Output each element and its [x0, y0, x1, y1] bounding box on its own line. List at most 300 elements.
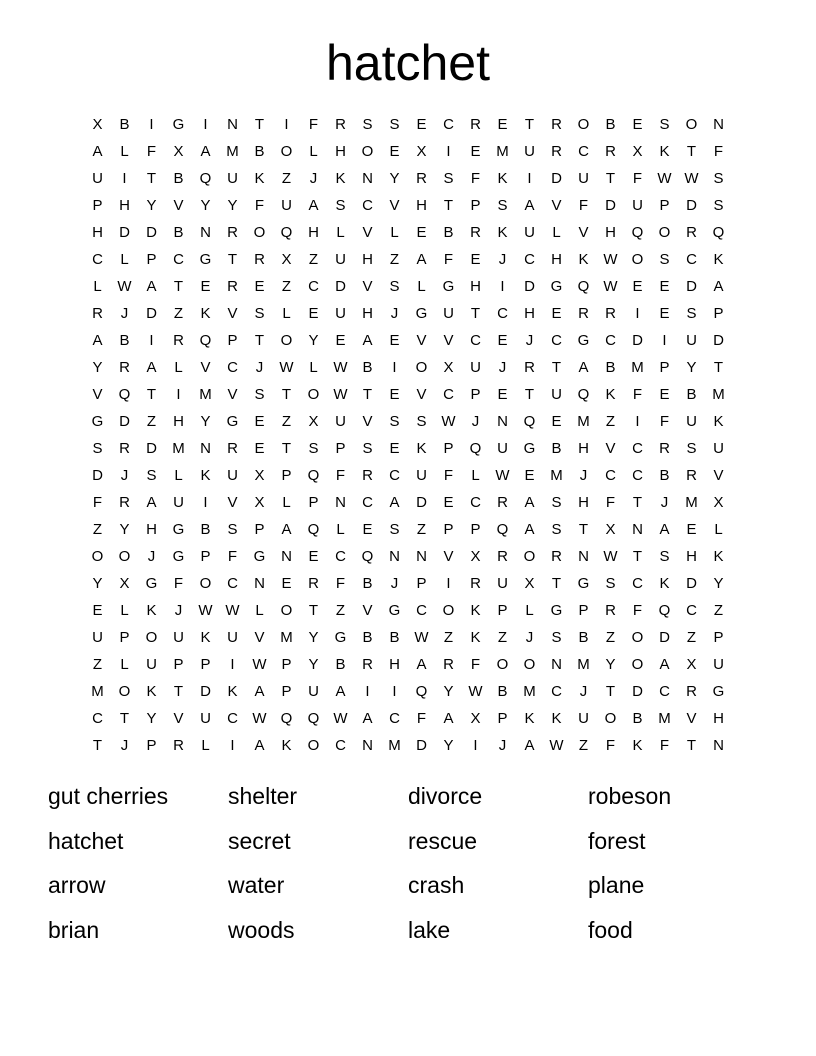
grid-letter: D [146, 224, 157, 241]
grid-letter: G [172, 116, 185, 133]
word-list-item: secret [228, 827, 291, 854]
grid-letter: J [660, 494, 669, 511]
grid-letter: H [362, 305, 373, 322]
grid-letter: P [470, 197, 481, 214]
grid-letter: F [470, 170, 481, 187]
grid-letter: J [498, 737, 507, 754]
grid-letter: H [146, 521, 157, 538]
grid-letter: F [443, 251, 454, 268]
grid-letter: R [497, 494, 508, 511]
grid-letter: U [227, 467, 238, 484]
grid-letter: V [173, 197, 184, 214]
grid-letter: U [578, 170, 589, 187]
grid-letter: W [603, 278, 618, 295]
grid-letter: J [120, 305, 129, 322]
grid-letter: C [389, 710, 400, 727]
grid-letter: K [254, 170, 265, 187]
grid-letter: D [605, 197, 616, 214]
grid-letter: L [282, 305, 291, 322]
grid-letter: O [523, 548, 536, 565]
grid-letter: A [362, 332, 373, 349]
grid-letter: W [468, 683, 483, 700]
grid-letter: T [119, 710, 130, 727]
grid-letter: R [173, 332, 184, 349]
grid-letter: O [658, 224, 671, 241]
grid-letter: G [415, 305, 428, 322]
grid-letter: I [230, 737, 235, 754]
grid-letter: W [117, 278, 132, 295]
grid-letter: Y [146, 197, 157, 214]
grid-letter: S [362, 440, 373, 457]
grid-letter: T [254, 332, 265, 349]
grid-letter: H [335, 143, 346, 160]
grid-letter: A [524, 197, 535, 214]
grid-letter: I [176, 386, 181, 403]
grid-letter: L [471, 467, 480, 484]
grid-letter: K [713, 251, 724, 268]
grid-letter: E [659, 278, 670, 295]
grid-letter: N [200, 224, 211, 241]
grid-letter: P [308, 494, 319, 511]
grid-letter: A [254, 683, 265, 700]
grid-letter: T [686, 143, 697, 160]
grid-letter: J [390, 305, 399, 322]
grid-letter: W [657, 170, 672, 187]
grid-letter: K [227, 683, 238, 700]
grid-letter: H [389, 656, 400, 673]
grid-letter: P [335, 440, 346, 457]
grid-letter: A [281, 521, 292, 538]
grid-letter: U [335, 413, 346, 430]
grid-letter: S [713, 170, 724, 187]
grid-letter: K [335, 170, 346, 187]
grid-letter: A [335, 683, 346, 700]
grid-letter: H [92, 224, 103, 241]
grid-letter: T [281, 440, 292, 457]
grid-letter: G [199, 251, 212, 268]
grid-letter: E [389, 143, 400, 160]
grid-letter: Y [686, 359, 697, 376]
grid-letter: T [524, 116, 535, 133]
grid-letter: U [416, 467, 427, 484]
grid-letter: E [686, 521, 697, 538]
grid-letter: J [525, 332, 534, 349]
grid-letter: G [577, 332, 590, 349]
grid-letter: G [577, 575, 590, 592]
word-list-item: water [228, 872, 285, 898]
grid-letter: R [335, 116, 346, 133]
grid-letter: S [254, 305, 265, 322]
grid-letter: J [309, 170, 318, 187]
grid-letter: C [335, 737, 346, 754]
grid-letter: R [119, 359, 130, 376]
grid-letter: E [470, 143, 481, 160]
grid-letter: Q [415, 683, 428, 700]
grid-letter: R [605, 305, 616, 322]
grid-letter: K [578, 251, 589, 268]
grid-row [84, 219, 732, 246]
grid-letter: C [605, 332, 616, 349]
grid-letter: O [631, 629, 644, 646]
grid-letter: R [119, 494, 130, 511]
grid-row [84, 678, 732, 705]
grid-letter: P [659, 359, 670, 376]
grid-letter: M [550, 467, 563, 484]
grid-letter: Q [199, 332, 212, 349]
grid-letter: T [308, 602, 319, 619]
grid-letter: Q [496, 521, 509, 538]
grid-letter: M [280, 629, 293, 646]
grid-letter: U [713, 440, 724, 457]
grid-letter: Q [577, 386, 590, 403]
grid-row [84, 624, 732, 651]
grid-letter: B [686, 386, 697, 403]
grid-letter: E [389, 332, 400, 349]
grid-letter: N [227, 116, 238, 133]
grid-row [84, 246, 732, 273]
grid-row [84, 651, 732, 678]
grid-letter: D [632, 683, 643, 700]
grid-letter: K [470, 629, 481, 646]
grid-letter: J [579, 683, 588, 700]
grid-letter: D [686, 575, 697, 592]
grid-letter: J [498, 359, 507, 376]
grid-letter: H [578, 494, 589, 511]
grid-letter: S [551, 629, 562, 646]
grid-letter: E [524, 467, 535, 484]
grid-letter: U [146, 656, 157, 673]
word-list-item: brian [48, 916, 100, 943]
grid-letter: G [226, 413, 239, 430]
grid-letter: L [120, 602, 129, 619]
grid-row [84, 705, 732, 732]
grid-letter: R [470, 116, 481, 133]
grid-letter: R [686, 224, 697, 241]
grid-letter: E [389, 440, 400, 457]
grid-letter: S [254, 386, 265, 403]
grid-letter: N [713, 116, 724, 133]
grid-letter: B [659, 467, 670, 484]
grid-row [84, 273, 732, 300]
grid-letter: A [524, 521, 535, 538]
grid-letter: I [392, 359, 397, 376]
grid-letter: F [335, 575, 346, 592]
grid-letter: F [605, 737, 616, 754]
grid-letter: I [365, 683, 370, 700]
grid-letter: K [146, 602, 157, 619]
grid-letter: F [92, 494, 103, 511]
grid-letter: P [713, 629, 724, 646]
grid-letter: W [333, 386, 348, 403]
grid-letter: R [92, 305, 103, 322]
grid-letter: E [632, 116, 643, 133]
grid-letter: V [173, 710, 184, 727]
grid-letter: X [416, 143, 427, 160]
grid-letter: S [605, 575, 616, 592]
grid-letter: L [120, 143, 129, 160]
grid-letter: Z [281, 278, 292, 295]
grid-letter: V [416, 332, 427, 349]
grid-letter: F [605, 494, 616, 511]
grid-letter: Y [308, 332, 319, 349]
grid-letter: N [362, 737, 373, 754]
grid-letter: J [498, 251, 507, 268]
grid-letter: E [416, 224, 427, 241]
grid-letter: A [254, 737, 265, 754]
grid-letter: P [119, 629, 130, 646]
grid-letter: B [335, 656, 346, 673]
grid-letter: Y [308, 656, 319, 673]
grid-letter: Q [307, 467, 320, 484]
grid-letter: A [146, 494, 157, 511]
grid-letter: C [551, 683, 562, 700]
grid-letter: I [635, 305, 640, 322]
grid-letter: A [524, 737, 535, 754]
grid-letter: O [523, 656, 536, 673]
grid-letter: C [632, 440, 643, 457]
grid-letter: N [578, 548, 589, 565]
grid-letter: Z [578, 737, 589, 754]
grid-letter: G [91, 413, 104, 430]
grid-letter: D [92, 467, 103, 484]
grid-letter: I [203, 494, 208, 511]
grid-letter: U [200, 710, 211, 727]
grid-letter: M [496, 143, 509, 160]
grid-letter: Q [280, 224, 293, 241]
grid-letter: Q [712, 224, 725, 241]
grid-letter: N [281, 548, 292, 565]
grid-letter: H [470, 278, 481, 295]
grid-letter: S [362, 116, 373, 133]
grid-letter: U [308, 683, 319, 700]
grid-letter: Y [389, 170, 400, 187]
grid-letter: Z [443, 629, 454, 646]
grid-letter: F [659, 737, 670, 754]
grid-letter: E [551, 413, 562, 430]
grid-row [84, 381, 732, 408]
grid-letter: Y [200, 197, 211, 214]
page-title: hatchet [325, 35, 490, 91]
grid-letter: L [174, 359, 183, 376]
grid-letter: F [254, 197, 265, 214]
grid-letter: P [470, 521, 481, 538]
grid-letter: X [686, 656, 697, 673]
grid-letter: B [119, 332, 130, 349]
grid-letter: D [119, 413, 130, 430]
grid-letter: M [523, 683, 536, 700]
grid-letter: E [254, 440, 265, 457]
grid-letter: V [92, 386, 103, 403]
grid-letter: A [146, 359, 157, 376]
grid-letter: R [227, 224, 238, 241]
grid-letter: U [686, 413, 697, 430]
grid-letter: B [173, 224, 184, 241]
grid-letter: U [281, 197, 292, 214]
grid-letter: B [173, 170, 184, 187]
grid-letter: S [443, 170, 454, 187]
grid-letter: W [252, 656, 267, 673]
grid-letter: U [713, 656, 724, 673]
grid-letter: F [173, 575, 184, 592]
grid-letter: O [415, 359, 428, 376]
grid-letter: H [308, 224, 319, 241]
grid-letter: L [714, 521, 723, 538]
grid-letter: I [149, 116, 154, 133]
grid-letter: C [308, 278, 319, 295]
grid-letter: U [335, 305, 346, 322]
grid-letter: R [605, 143, 616, 160]
grid-letter: Y [146, 710, 157, 727]
grid-letter: T [632, 548, 643, 565]
grid-letter: T [173, 278, 184, 295]
grid-letter: A [659, 521, 670, 538]
grid-letter: N [254, 575, 265, 592]
grid-letter: L [525, 602, 534, 619]
grid-letter: P [173, 656, 184, 673]
grid-letter: N [551, 656, 562, 673]
grid-letter: C [227, 359, 238, 376]
grid-letter: I [230, 656, 235, 673]
grid-letter: R [227, 278, 238, 295]
grid-letter: K [200, 305, 211, 322]
grid-letter: M [388, 737, 401, 754]
grid-letter: F [632, 170, 643, 187]
grid-letter: Y [443, 737, 454, 754]
grid-letter: I [473, 737, 478, 754]
grid-letter: I [284, 116, 289, 133]
grid-letter: W [279, 359, 294, 376]
grid-letter: E [308, 548, 319, 565]
grid-letter: W [495, 467, 510, 484]
grid-letter: T [551, 575, 562, 592]
word-search-grid [84, 111, 732, 759]
grid-letter: E [632, 278, 643, 295]
grid-letter: R [173, 737, 184, 754]
grid-letter: S [686, 440, 697, 457]
grid-letter: R [497, 548, 508, 565]
grid-letter: A [389, 494, 400, 511]
grid-letter: J [174, 602, 183, 619]
grid-letter: B [497, 683, 508, 700]
grid-letter: F [227, 548, 238, 565]
grid-letter: B [119, 116, 130, 133]
grid-row [84, 570, 732, 597]
grid-letter: P [659, 197, 670, 214]
grid-letter: Q [199, 170, 212, 187]
grid-letter: R [362, 467, 373, 484]
word-list-item: arrow [48, 872, 106, 898]
grid-letter: E [92, 602, 103, 619]
grid-letter: H [578, 440, 589, 457]
grid-letter: L [336, 521, 345, 538]
grid-letter: E [200, 278, 211, 295]
grid-letter: S [659, 548, 670, 565]
grid-letter: A [200, 143, 211, 160]
grid-letter: B [200, 521, 211, 538]
grid-letter: S [92, 440, 103, 457]
grid-letter: F [308, 116, 319, 133]
grid-letter: D [632, 332, 643, 349]
grid-letter: O [577, 116, 590, 133]
grid-letter: C [92, 251, 103, 268]
grid-letter: M [577, 413, 590, 430]
grid-letter: U [524, 143, 535, 160]
grid-letter: N [335, 494, 346, 511]
grid-letter: S [713, 197, 724, 214]
grid-letter: X [632, 143, 643, 160]
grid-row [84, 165, 732, 192]
grid-letter: B [551, 440, 562, 457]
grid-letter: R [470, 575, 481, 592]
grid-letter: V [443, 332, 454, 349]
grid-letter: V [227, 386, 238, 403]
grid-letter: K [200, 629, 211, 646]
grid-letter: C [470, 332, 481, 349]
grid-letter: W [225, 602, 240, 619]
grid-letter: K [497, 224, 508, 241]
grid-letter: T [254, 116, 265, 133]
grid-letter: H [416, 197, 427, 214]
grid-letter: K [605, 386, 616, 403]
grid-letter: R [686, 467, 697, 484]
grid-letter: D [524, 278, 535, 295]
grid-letter: U [578, 710, 589, 727]
grid-letter: E [308, 305, 319, 322]
grid-letter: C [470, 494, 481, 511]
grid-letter: B [578, 629, 589, 646]
grid-letter: D [335, 278, 346, 295]
grid-letter: V [362, 224, 373, 241]
grid-letter: P [281, 467, 292, 484]
grid-letter: X [470, 710, 481, 727]
grid-letter: Q [118, 386, 131, 403]
grid-letter: S [497, 197, 508, 214]
grid-letter: Y [92, 359, 103, 376]
grid-letter: S [416, 413, 427, 430]
grid-letter: N [362, 170, 373, 187]
grid-letter: S [335, 197, 346, 214]
grid-letter: A [416, 656, 427, 673]
grid-letter: C [578, 143, 589, 160]
grid-letter: G [712, 683, 725, 700]
grid-letter: P [470, 386, 481, 403]
grid-letter: Q [361, 548, 374, 565]
grid-letter: M [577, 656, 590, 673]
grid-letter: H [173, 413, 184, 430]
grid-letter: F [146, 143, 157, 160]
grid-letter: N [200, 440, 211, 457]
grid-letter: C [686, 251, 697, 268]
grid-letter: G [388, 602, 401, 619]
grid-letter: O [199, 575, 212, 592]
grid-letter: C [443, 386, 454, 403]
grid-letter: Q [307, 710, 320, 727]
grid-letter: G [172, 548, 185, 565]
grid-letter: T [686, 737, 697, 754]
grid-letter: Z [281, 413, 292, 430]
grid-letter: P [92, 197, 103, 214]
grid-letter: H [119, 197, 130, 214]
grid-letter: C [443, 116, 454, 133]
grid-letter: Z [92, 656, 103, 673]
grid-letter: O [280, 143, 293, 160]
grid-letter: E [497, 386, 508, 403]
grid-letter: K [146, 683, 157, 700]
grid-letter: G [334, 629, 347, 646]
grid-letter: O [685, 116, 698, 133]
grid-row [84, 597, 732, 624]
grid-letter: R [551, 143, 562, 160]
